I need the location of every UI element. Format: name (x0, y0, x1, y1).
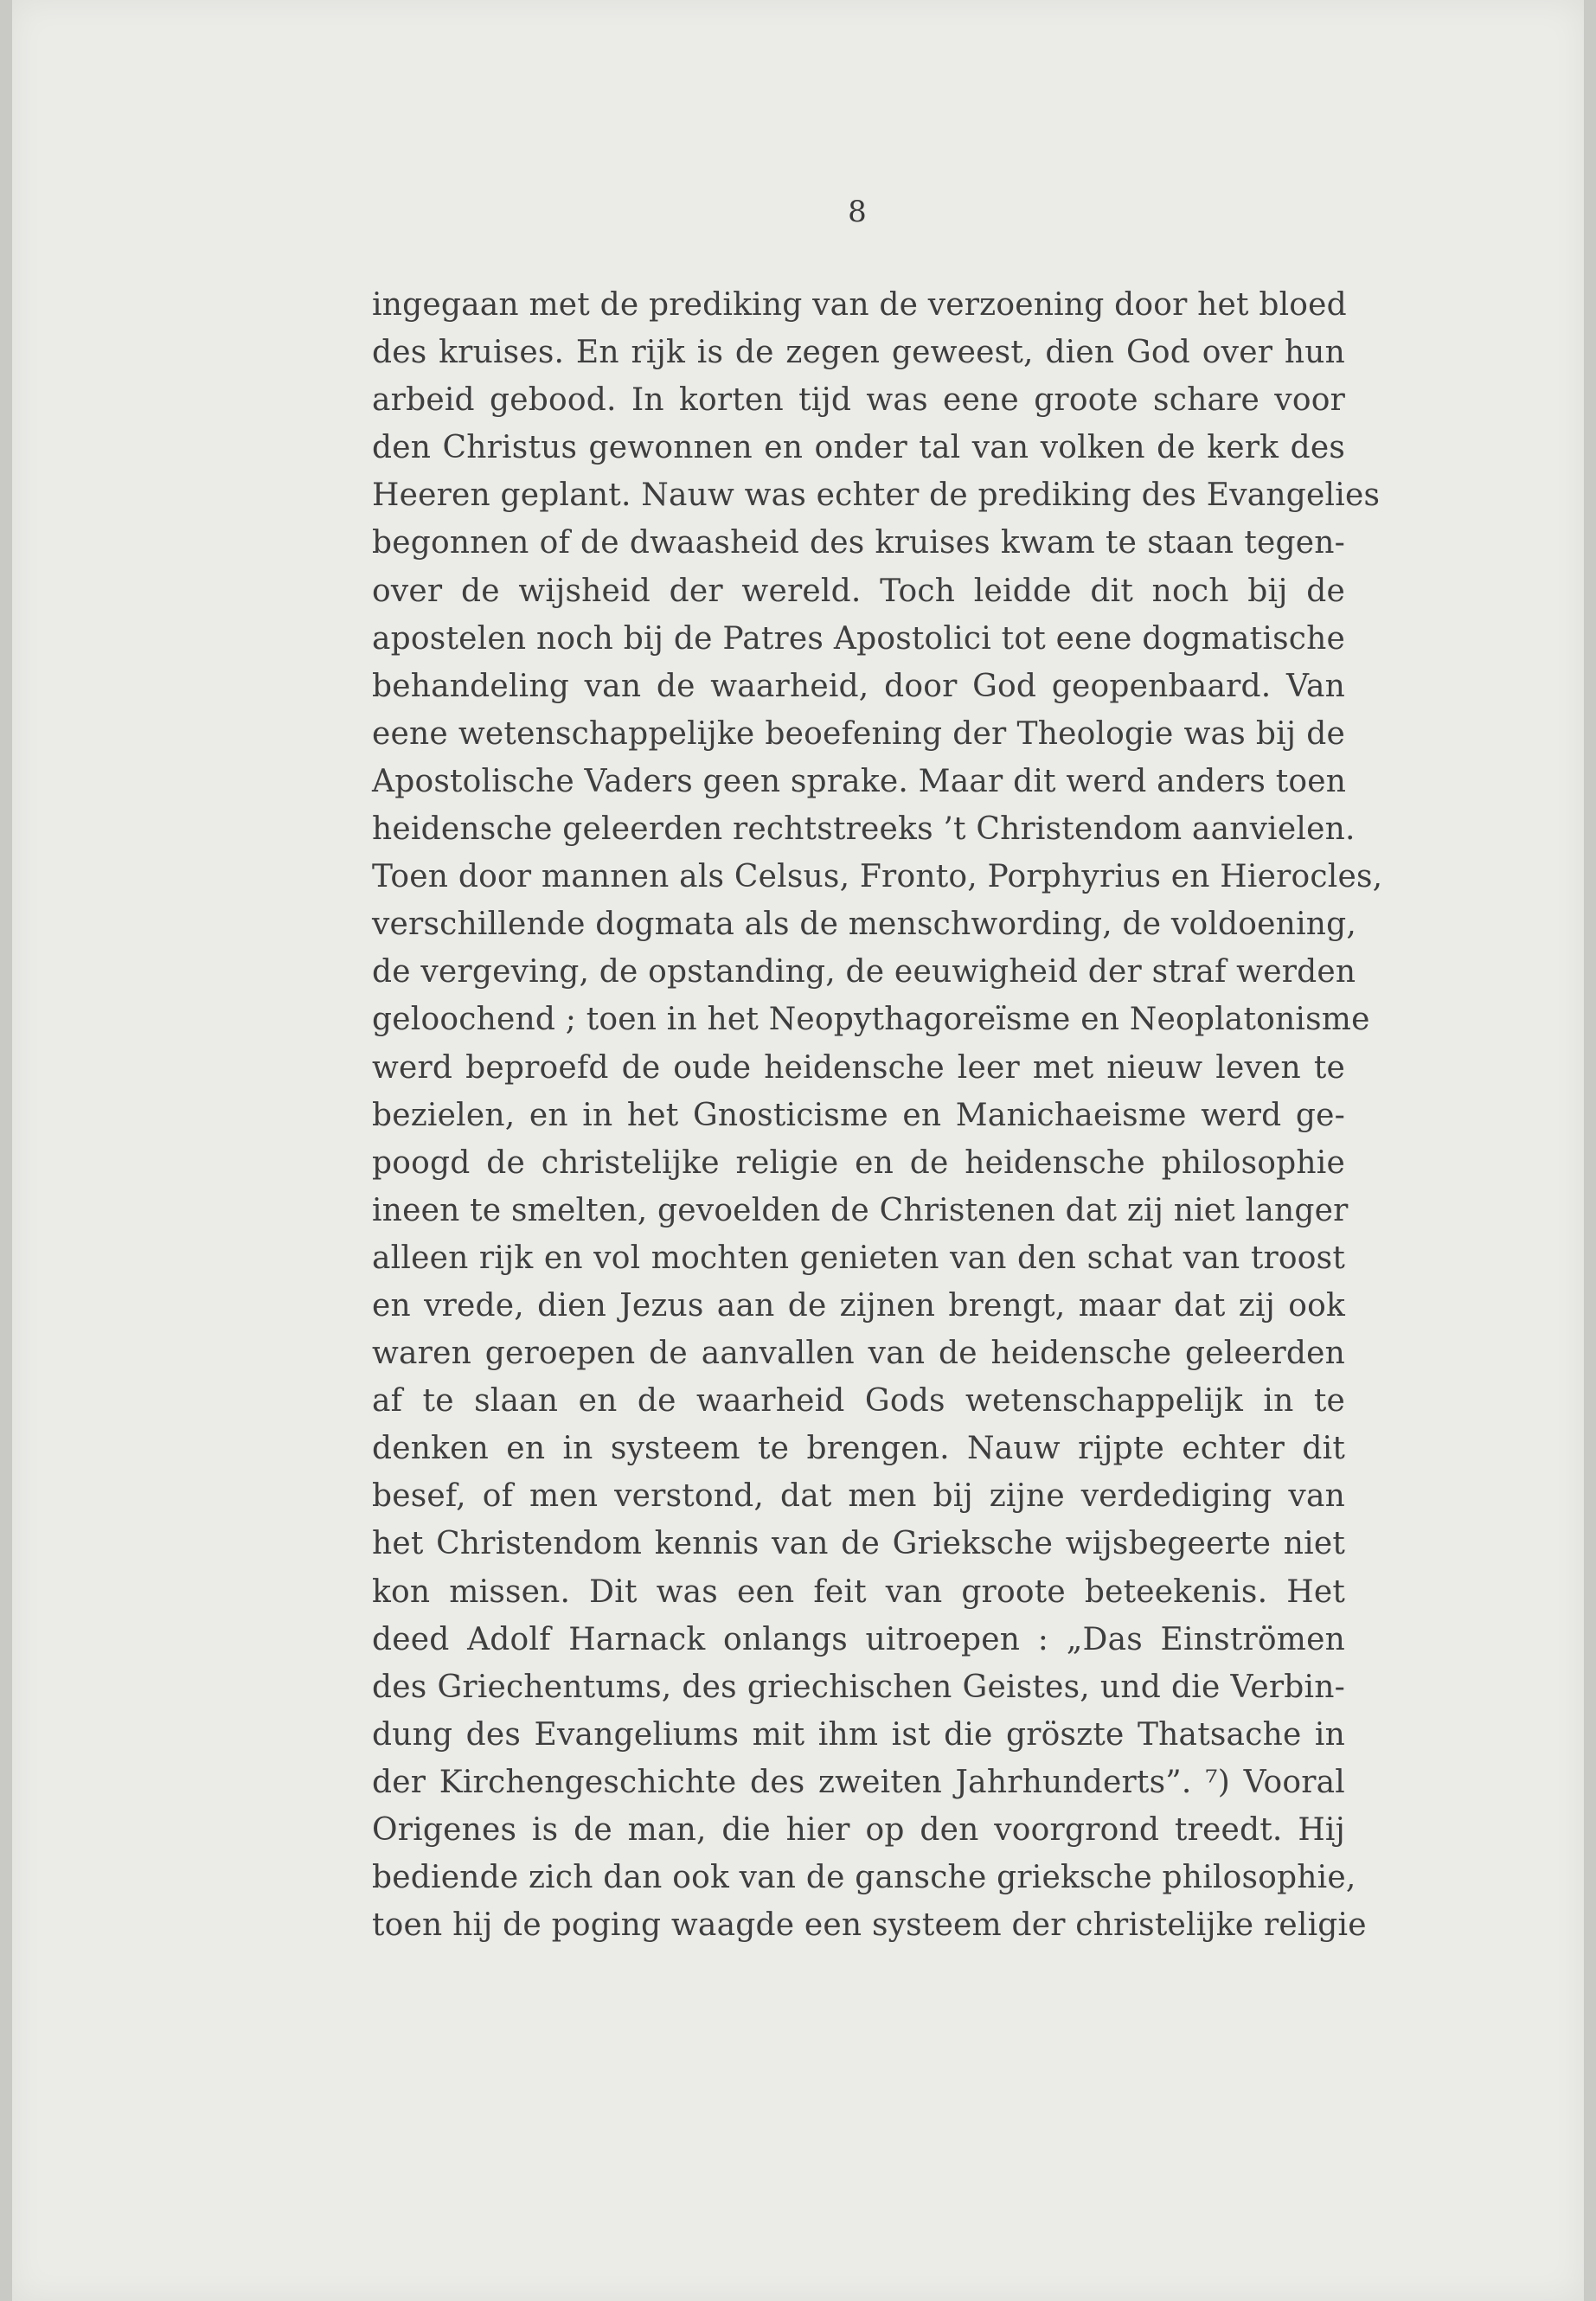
text-line: deed Adolf Harnack onlangs uitroepen : „Das Einströmen (372, 1621, 1345, 1657)
text-line: kon missen. Dit was een feit van groote beteekenis. Het (372, 1574, 1345, 1610)
text-line: apostelen noch bij de Patres Apostolici tot eene dogmatische (372, 620, 1345, 657)
text-line: denken en in systeem te brengen. Nauw rijpte echter dit (372, 1431, 1345, 1467)
text-line: des Griechentums, des griechischen Geistes, und die Verbin- (372, 1669, 1345, 1705)
body-text (372, 281, 1383, 1949)
text-line: ingegaan met de prediking van de verzoening door het bloed (372, 287, 1347, 323)
text-line: Heeren geplant. Nauw was echter de prediking des Evangelies (372, 478, 1381, 514)
text-line: arbeid gebood. In korten tijd was eene groote schare voor (372, 382, 1345, 419)
text-line: bezielen, en in het Gnosticisme en Manichaeisme werd ge- (372, 1097, 1345, 1133)
text-line: Apostolische Vaders geen sprake. Maar dit werd anders toen (372, 763, 1347, 799)
text-line: heidensche geleerden rechtstreeks ’t Christendom aanvielen. (372, 811, 1356, 848)
text-line: poogd de christelijke religie en de heidensche philosophie (372, 1144, 1345, 1181)
text-line: alleen rijk en vol mochten genieten van den schat van troost (372, 1240, 1345, 1276)
text-line: Toen door mannen als Celsus, Fronto, Porphyrius en Hierocles, (372, 859, 1383, 895)
text-line: den Christus gewonnen en onder tal van volken de kerk des (372, 430, 1345, 466)
text-line: behandeling van de waarheid, door God geopenbaard. Van (372, 668, 1345, 704)
text-line: geloochend ; toen in het Neopythagoreïsme en Neoplatonisme (372, 1002, 1370, 1038)
text-line: toen hij de poging waagde een systeem der christelijke religie (372, 1907, 1367, 1944)
text-line: over de wijsheid der wereld. Toch leidde dit noch bij de (372, 573, 1345, 609)
text-line: de vergeving, de opstanding, de eeuwigheid der straf werden (372, 954, 1356, 990)
text-line: besef, of men verstond, dat men bij zijne verdediging van (372, 1478, 1345, 1515)
text-line: af te slaan en de waarheid Gods wetenschappelijk in te (372, 1383, 1345, 1420)
text-line: dung des Evangeliums mit ihm ist die gröszte Thatsache in (372, 1716, 1345, 1753)
text-line: der Kirchengeschichte des zweiten Jahrhunderts”. ⁷) Vooral (372, 1764, 1345, 1800)
text-line: en vrede, dien Jezus aan de zijnen brengt, maar dat zij ook (372, 1287, 1345, 1324)
page-number: 8 (848, 195, 867, 229)
text-line: eene wetenschappelijke beoefening der Theologie was bij de (372, 715, 1345, 752)
text-line: verschillende dogmata als de menschwording, de voldoening, (372, 907, 1357, 943)
text-line: bediende zich dan ook van de gansche grieksche philosophie, (372, 1860, 1356, 1896)
text-line: ineen te smelten, gevoelden de Christenen dat zij niet langer (372, 1192, 1349, 1228)
text-line: het Christendom kennis van de Grieksche wijsbegeerte niet (372, 1526, 1345, 1562)
text-line: waren geroepen de aanvallen van de heidensche geleerden (372, 1336, 1345, 1372)
text-line: begonnen of de dwaasheid des kruises kwam te staan tegen- (372, 525, 1345, 561)
text-line: Origenes is de man, die hier op den voorgrond treedt. Hij (372, 1812, 1345, 1848)
book-page (12, 0, 1584, 2301)
text-line: werd beproefd de oude heidensche leer met nieuw leven te (372, 1049, 1345, 1086)
text-line: des kruises. En rijk is de zegen geweest, dien God over hun (372, 335, 1345, 371)
